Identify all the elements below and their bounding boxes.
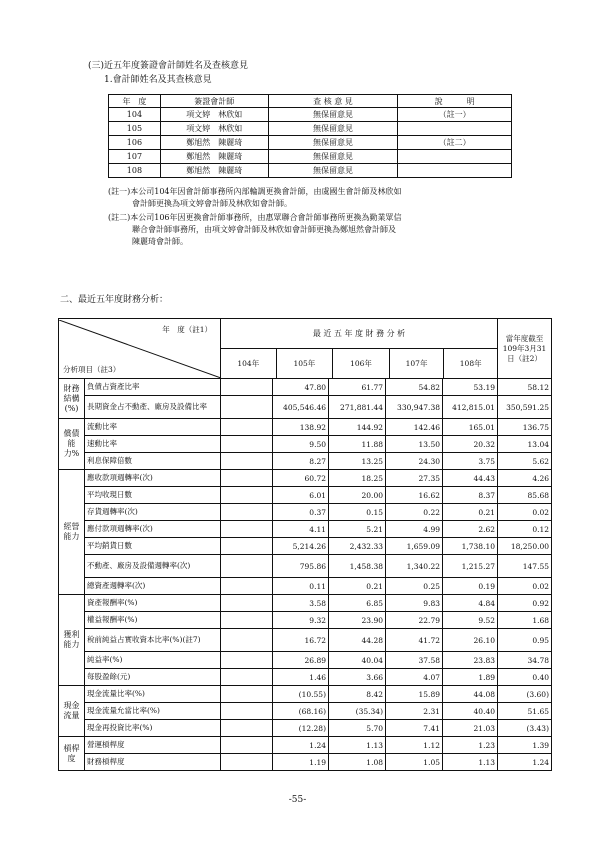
value-cell: [221, 737, 273, 754]
value-cell: 1.24: [273, 737, 329, 754]
value-cell: 2.62: [443, 521, 498, 538]
year-header-cell: 108年: [459, 359, 482, 368]
analysis-item: 不動產、廠房及設備週轉率(次): [85, 555, 221, 578]
value-cell: [221, 419, 273, 436]
financial-row: [59, 703, 552, 720]
value-cell: 54.82: [386, 379, 443, 396]
value-cell: (35.34): [329, 703, 386, 720]
value-cell: [221, 453, 273, 470]
auditor-cell-year: 106: [109, 136, 161, 150]
value-cell: [221, 686, 273, 703]
value-cell: [221, 754, 273, 771]
analysis-item: 現金流量比率(%): [85, 686, 221, 703]
auditor-cell-opinion: 無保留意見: [268, 108, 398, 122]
current-period-value: (3.60): [498, 686, 552, 703]
financial-row: [59, 720, 552, 737]
auditor-cell-note: （註一）: [398, 108, 512, 122]
category-cell: 現金流量: [59, 686, 85, 737]
auditor-cell-year: 104: [109, 108, 161, 122]
analysis-item: 應付款項週轉率(次): [85, 521, 221, 538]
year-header-cell: 107年: [390, 349, 445, 378]
current-period-value: 0.12: [498, 521, 552, 538]
note-line: 聯合會計師事務所，由項文婷會計師及林欣如會計師更換為鄭旭然會計師及: [108, 225, 396, 234]
auditor-cell-note: [398, 150, 512, 164]
value-cell: [221, 470, 273, 487]
value-cell: 44.28: [329, 629, 386, 652]
auditor-cell-opinion: 無保留意見: [268, 136, 398, 150]
financial-row: [59, 487, 552, 504]
five-year-group-cell: [221, 319, 498, 379]
current-period-value: 1.24: [498, 754, 552, 771]
value-cell: [221, 504, 273, 521]
current-period-value: 34.78: [498, 652, 552, 669]
value-cell: 0.11: [273, 578, 329, 595]
financial-row: [59, 652, 552, 669]
value-cell: [221, 720, 273, 737]
value-cell: 40.04: [329, 652, 386, 669]
value-cell: 795.86: [273, 555, 329, 578]
note-line: (註二)本公司106年因更換會計師事務所，由惠眾聯合會計師事務所更換為勤業眾信: [108, 213, 402, 222]
current-period-value: 4.26: [498, 470, 552, 487]
value-cell: 9.32: [273, 612, 329, 629]
value-cell: [221, 652, 273, 669]
auditor-row: [109, 136, 512, 150]
value-cell: [221, 379, 273, 396]
value-cell: 40.40: [443, 703, 498, 720]
auditor-row: [109, 108, 512, 122]
value-cell: 4.07: [386, 669, 443, 686]
value-cell: 165.01: [443, 419, 498, 436]
value-cell: 330,947.38: [386, 396, 443, 419]
value-cell: 3.75: [443, 453, 498, 470]
financial-header-row: [59, 319, 552, 379]
auditor-cell-opinion: 無保留意見: [268, 150, 398, 164]
page-number: -55-: [288, 795, 307, 805]
value-cell: 13.25: [329, 453, 386, 470]
current-period-value: 5.62: [498, 453, 552, 470]
note-line: 陳麗琦會計師。: [108, 237, 188, 246]
year-header-cell: 106年: [333, 349, 390, 378]
current-period-value: 1.39: [498, 737, 552, 754]
auditor-cell-cpa: 項文婷 林欣如: [160, 122, 268, 136]
analysis-item: 存貨週轉率(次): [85, 504, 221, 521]
auditor-cell-year: 108: [109, 164, 161, 178]
current-period-value: 0.92: [498, 595, 552, 612]
current-period-value: 1.68: [498, 612, 552, 629]
value-cell: [221, 595, 273, 612]
year-header-cell: 105年: [277, 349, 334, 378]
current-period-value: (3.43): [498, 720, 552, 737]
auditor-cell-cpa: 鄭旭然 陳麗琦: [160, 136, 268, 150]
value-cell: 1.13: [443, 754, 498, 771]
analysis-item: 現金流量允當比率(%): [85, 703, 221, 720]
analysis-item: 長期資金占不動產、廠房及設備比率: [85, 396, 221, 419]
auditor-row: [109, 150, 512, 164]
value-cell: 11.88: [329, 436, 386, 453]
section-heading-auditors: (三)近五年度簽證會計師姓名及查核意見: [88, 61, 249, 71]
value-cell: 138.92: [273, 419, 329, 436]
value-cell: 41.72: [386, 629, 443, 652]
current-period-value: 0.02: [498, 504, 552, 521]
value-cell: 27.35: [386, 470, 443, 487]
value-cell: 5,214.26: [273, 538, 329, 555]
value-cell: 9.52: [443, 612, 498, 629]
value-cell: 20.32: [443, 436, 498, 453]
current-period-value: 58.12: [498, 379, 552, 396]
item-header: 分析項目（註3）: [63, 364, 121, 374]
value-cell: 23.83: [443, 652, 498, 669]
financial-row: [59, 612, 552, 629]
current-period-value: 13.04: [498, 436, 552, 453]
value-cell: (68.16): [273, 703, 329, 720]
value-cell: 20.00: [329, 487, 386, 504]
analysis-item: 每股盈餘(元): [85, 669, 221, 686]
financial-row: [59, 578, 552, 595]
analysis-item: 平均銷貨日數: [85, 538, 221, 555]
value-cell: 1.23: [443, 737, 498, 754]
auditor-cell-cpa: 鄭旭然 陳麗琦: [160, 150, 268, 164]
auditor-cell-year: 105: [109, 122, 161, 136]
financial-row: [59, 538, 552, 555]
value-cell: [221, 629, 273, 652]
financial-row: [59, 686, 552, 703]
value-cell: 3.66: [329, 669, 386, 686]
auditor-cell-cpa: 鄭旭然 陳麗琦: [160, 164, 268, 178]
current-period-value: 0.02: [498, 578, 552, 595]
value-cell: 22.79: [386, 612, 443, 629]
value-cell: 23.90: [329, 612, 386, 629]
financial-row: [59, 470, 552, 487]
current-period-value: 147.55: [498, 555, 552, 578]
value-cell: 412,815.01: [443, 396, 498, 419]
value-cell: 1,659.09: [386, 538, 443, 555]
value-cell: [221, 487, 273, 504]
value-cell: 5.70: [329, 720, 386, 737]
value-cell: [221, 669, 273, 686]
value-cell: 15.89: [386, 686, 443, 703]
value-cell: 1,215.27: [443, 555, 498, 578]
value-cell: 6.85: [329, 595, 386, 612]
section-title-financial-analysis: 二、最近五年度財務分析：: [60, 295, 169, 305]
auditor-col-header: 說 明: [398, 95, 512, 108]
value-cell: [221, 578, 273, 595]
value-cell: 8.42: [329, 686, 386, 703]
financial-row: [59, 419, 552, 436]
value-cell: 2.31: [386, 703, 443, 720]
financial-row: [59, 754, 552, 771]
value-cell: 26.10: [443, 629, 498, 652]
value-cell: 1,458.38: [329, 555, 386, 578]
financial-row: [59, 737, 552, 754]
auditor-col-header: 簽證會計師: [160, 95, 268, 108]
analysis-item: 權益報酬率(%): [85, 612, 221, 629]
value-cell: 1.19: [273, 754, 329, 771]
value-cell: 37.58: [386, 652, 443, 669]
current-period-value: 18,250.00: [498, 538, 552, 555]
analysis-item: 稅前純益占實收資本比率(%)(註7): [85, 629, 221, 652]
value-cell: 5.21: [329, 521, 386, 538]
current-period-value: 0.40: [498, 669, 552, 686]
analysis-item: 現金再投資比率(%): [85, 720, 221, 737]
value-cell: 0.25: [386, 578, 443, 595]
value-cell: (10.55): [273, 686, 329, 703]
value-cell: 1.13: [329, 737, 386, 754]
financial-analysis-table: [58, 318, 552, 771]
group-header: 最 近 五 年 度 財 務 分 析: [221, 319, 497, 349]
category-cell: 償債能力%: [59, 419, 85, 470]
value-cell: 405,546.46: [273, 396, 329, 419]
analysis-item: 負債占資產比率: [85, 379, 221, 396]
note-2: [108, 212, 524, 248]
current-period-value: 85.68: [498, 487, 552, 504]
financial-row: [59, 453, 552, 470]
note-line: 會計師更換為項文婷會計師及林欣如會計師。: [108, 199, 292, 208]
value-cell: [221, 538, 273, 555]
value-cell: 6.01: [273, 487, 329, 504]
subheading-auditor-opinions: 1.會計師姓名及其查核意見: [104, 75, 212, 85]
value-cell: 13.50: [386, 436, 443, 453]
category-cell: 槓桿度: [59, 737, 85, 771]
value-cell: 9.83: [386, 595, 443, 612]
year-header-cell: 104年: [221, 349, 277, 378]
current-period-header: 當年度截至109年3月31日（註2）: [498, 319, 552, 379]
category-cell: 財務結構(%): [59, 379, 85, 419]
value-cell: 9.50: [273, 436, 329, 453]
value-cell: 0.22: [386, 504, 443, 521]
auditor-col-header: 年 度: [109, 95, 161, 108]
auditor-cell-year: 107: [109, 150, 161, 164]
auditor-col-header: 查 核 意 見: [268, 95, 398, 108]
value-cell: 271,881.44: [329, 396, 386, 419]
auditor-table: [108, 94, 512, 178]
value-cell: 1.08: [329, 754, 386, 771]
diagonal-header-cell: [59, 319, 221, 379]
value-cell: [221, 396, 273, 419]
value-cell: 7.41: [386, 720, 443, 737]
current-period-value: 350,591.25: [498, 396, 552, 419]
value-cell: [221, 612, 273, 629]
analysis-item: 利息保障倍數: [85, 453, 221, 470]
value-cell: 0.21: [329, 578, 386, 595]
analysis-item: 速動比率: [85, 436, 221, 453]
value-cell: 16.62: [386, 487, 443, 504]
value-cell: [221, 436, 273, 453]
value-cell: 18.25: [329, 470, 386, 487]
auditor-row: [109, 164, 512, 178]
auditor-cell-cpa: 項文婷 林欣如: [160, 108, 268, 122]
value-cell: 4.99: [386, 521, 443, 538]
note-1: [108, 186, 524, 210]
analysis-item: 營運槓桿度: [85, 737, 221, 754]
current-period-value: 51.65: [498, 703, 552, 720]
financial-row: [59, 521, 552, 538]
value-cell: 1,340.22: [386, 555, 443, 578]
value-cell: 0.37: [273, 504, 329, 521]
analysis-item: 財務槓桿度: [85, 754, 221, 771]
analysis-item: 純益率(%): [85, 652, 221, 669]
analysis-item: 平均收現日數: [85, 487, 221, 504]
value-cell: 0.21: [443, 504, 498, 521]
financial-row: [59, 396, 552, 419]
value-cell: 2,432.33: [329, 538, 386, 555]
value-cell: 0.19: [443, 578, 498, 595]
value-cell: 1.89: [443, 669, 498, 686]
value-cell: 21.03: [443, 720, 498, 737]
category-cell: 經營能力: [59, 470, 85, 595]
current-period-value: 0.95: [498, 629, 552, 652]
auditor-cell-note: [398, 164, 512, 178]
auditor-row: [109, 122, 512, 136]
value-cell: 142.46: [386, 419, 443, 436]
value-cell: 61.77: [329, 379, 386, 396]
financial-row: [59, 595, 552, 612]
value-cell: 24.30: [386, 453, 443, 470]
value-cell: [221, 703, 273, 720]
value-cell: 0.15: [329, 504, 386, 521]
auditor-cell-note: [398, 122, 512, 136]
value-cell: 44.43: [443, 470, 498, 487]
value-cell: 4.84: [443, 595, 498, 612]
value-cell: 4.11: [273, 521, 329, 538]
value-cell: 26.89: [273, 652, 329, 669]
current-period-value: 136.75: [498, 419, 552, 436]
financial-row: [59, 504, 552, 521]
value-cell: 1,738.10: [443, 538, 498, 555]
category-cell: 獲利能力: [59, 595, 85, 686]
value-cell: 8.37: [443, 487, 498, 504]
auditor-cell-opinion: 無保留意見: [268, 164, 398, 178]
note-line: (註一)本公司104年因會計師事務所內部輪調更換會計師，由虞國生會計師及林欣如: [108, 187, 402, 196]
financial-row: [59, 629, 552, 652]
analysis-item: 總資產週轉率(次): [85, 578, 221, 595]
value-cell: 8.27: [273, 453, 329, 470]
financial-row: [59, 436, 552, 453]
value-cell: (12.28): [273, 720, 329, 737]
value-cell: 3.58: [273, 595, 329, 612]
auditor-cell-note: （註二）: [398, 136, 512, 150]
value-cell: 144.92: [329, 419, 386, 436]
value-cell: 1.12: [386, 737, 443, 754]
value-cell: [221, 555, 273, 578]
value-cell: 1.46: [273, 669, 329, 686]
value-cell: 47.80: [273, 379, 329, 396]
analysis-item: 流動比率: [85, 419, 221, 436]
auditor-cell-opinion: 無保留意見: [268, 122, 398, 136]
value-cell: 16.72: [273, 629, 329, 652]
financial-row: [59, 669, 552, 686]
financial-row: [59, 555, 552, 578]
financial-row: [59, 379, 552, 396]
value-cell: [221, 521, 273, 538]
value-cell: 60.72: [273, 470, 329, 487]
analysis-item: 應收款項週轉率(次): [85, 470, 221, 487]
year-header: 年 度（註1）: [162, 324, 212, 334]
value-cell: 1.05: [386, 754, 443, 771]
analysis-item: 資產報酬率(%): [85, 595, 221, 612]
value-cell: 44.08: [443, 686, 498, 703]
value-cell: 53.19: [443, 379, 498, 396]
